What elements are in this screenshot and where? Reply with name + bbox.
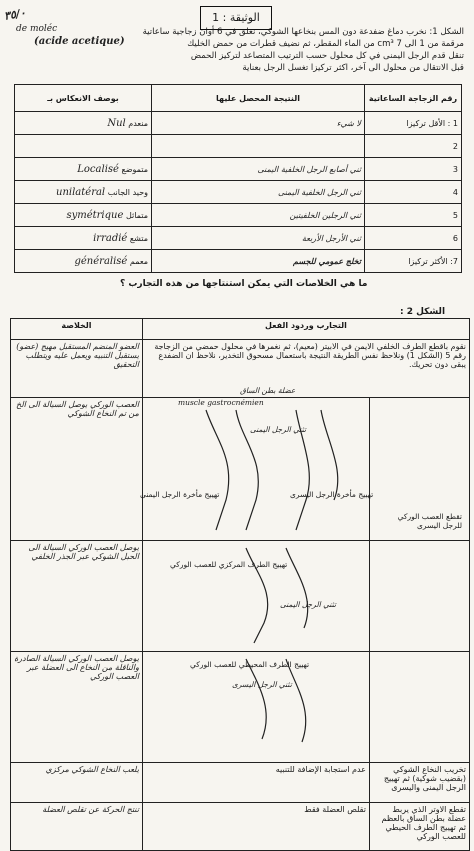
sketch-label-4: تثني الرجل اليسرى [232,680,292,689]
intro-line: مرقمة من 1 الى 7 cm³ من الماء المقطر، ثم نضيف قطرات من حمض الخليك [187,39,464,49]
cell-num: 5 [365,204,462,227]
margin-note: généralisé [74,255,128,267]
handwritten-annotation-2: de moléc [16,24,58,34]
sketch-caption-3: تهييج الطرف المركزي للعصب الوركي [170,560,288,569]
table-row [15,204,462,227]
col-header-flask: رقم الزجاجة الساعاتية [365,85,462,112]
row6-conclusion: تنتج الحركة عن تقلص العضلة [11,803,143,851]
intro-line: قبل الانتقال من محلول الى آخر، اكثر تركيزا تغسل الرجل بعناية [242,63,464,73]
row2-conclusion: العصب الوركي يوصل السيالة الى الخ من تم النخاع الشوكي [11,398,143,541]
margin-note: unilatéral [56,186,106,198]
intro-line: الشكل 1: نخرب دماغ ضفدعة دون المس بنخاعها الشوكي، نعلق في 6 أوان زجاجية ساعاتية [142,27,464,37]
table-row [15,112,462,135]
intro-text [60,26,464,74]
row6-result: تقلص العضلة فقط [142,803,369,851]
cell-num: 2 [365,135,462,158]
figure2-title: الشكل 2 : [400,307,446,317]
margin-note: irradié [93,232,128,244]
row4-right-note [369,652,469,763]
margin-note: symétrique [66,209,124,221]
row5-conclusion: يلعب النخاع الشوكي مركزي [11,763,143,803]
margin-note: Localisé [77,163,119,175]
row1-experiment: نقوم باقطع الطرف الخلفي الايمن في الابيتر (معيم)، ثم نغمرها في محلول حمضي من الزجاجة رقم 5 (الشكل 1) ونلاحظ نفس الطريقة النتيجة باستعمال مسحوق التخدير، نلاحظ ان الضفدع يبقى دون تحريك. [142,340,469,398]
table-row [11,803,470,851]
cell-result [152,135,365,158]
margin-note: Nul [107,117,126,129]
row5-result: عدم استجابة الإضافة للتنبيه [142,763,369,803]
cell-result: ثني الرجلين الخلفيتين [152,204,365,227]
cell-num: 6 [365,227,462,250]
cell-result: ثني أصابع الرجل الخلفية اليمنى [152,158,365,181]
row1-conclusion: العضو المنضم المستقبل مهيج (عضو) يستقبل التنبيه ويعمل عليه ويتطلب التحقيق [11,340,143,398]
sciatic-cut-label: تقطع العصب الوركي للرجل اليسرى [397,512,462,530]
results-table [14,84,462,273]
cell-desc: متماثل symétrique [15,204,152,227]
row6-experiment: تقطع الاوتر الذي يربط عضلة بطن الساق بالعظم ثم تهييج الطرف الحيطي للعصب الوركي [369,803,469,851]
row3-sketch-cell [142,541,369,652]
cell-desc: وحيد الجانب unilatéral [15,181,152,204]
col-header-result: النتيجة المحصل عليها [152,85,365,112]
table-row [11,763,470,803]
sketch-caption-2: تهييج مأخرة الرجل اليسرى [290,490,374,499]
frog-legs-sketch-1 [146,400,366,536]
cell-num: 4 [365,181,462,204]
sketch-label-muscle-ar: عضلة بطن الساق [240,386,296,395]
frog-legs-sketch-2 [146,543,366,647]
sketch-label-bend-right: تثني الرجل اليمنى [250,425,306,434]
cell-num: 3 [365,158,462,181]
cell-desc: منعدم Nul [15,112,152,135]
col-header-conclusion: الخلاصة [11,319,143,340]
table-row [11,541,470,652]
cell-num: 1 : الأقل تركيزا [365,112,462,135]
corner-tag: ٣٥/٠ [3,6,27,23]
sketch-caption-1: تهييج مأخرة الرجل اليمنى [140,490,220,499]
cell-result: لا شيء [152,112,365,135]
row3-conclusion: يوصل العصب الوركي السيالة الى الحبل الشوكي عبر الجذر الخلفي [11,541,143,652]
cell-desc [15,135,152,158]
cell-result: تخلج عمومي للجسم [152,250,365,273]
sketch-label-3: تثني الرجل اليمنى [280,600,336,609]
cell-result: ثني الرجل الخلفية اليمنى [152,181,365,204]
row4-conclusion: يوصل العصب الوركي السيالة الصادرة والناقلة من النخاع الى العضلة عبر العصب الوركي [11,652,143,763]
frog-legs-sketch-3 [146,654,366,758]
cell-desc: متشع irradié [15,227,152,250]
table-row [15,250,462,273]
table-header-row [15,85,462,112]
intro-line: تنقل قدم الرجل اليمنى في كل محلول حسب الترتيب المتصاعد لتركيز الحمض [190,51,464,61]
table-row [15,135,462,158]
cell-num: 7: الأكثر تركيزا [365,250,462,273]
sketch-label-muscle-fr: muscle gastrocnémien [178,398,264,407]
table-header-row [11,319,470,340]
document-title: الوثيقة : 1 [200,6,272,30]
table-row [15,158,462,181]
table-row [15,227,462,250]
col-header-experiments: التجارب وردود الفعل [142,319,469,340]
sketch-caption-4: تهييج الطرف المحيطي للعصب الوركي [190,660,310,669]
row2-sketch-cell [142,398,369,541]
handwritten-annotation: (acide acetique) [34,36,125,47]
table-row [15,181,462,204]
cell-desc: معمم généralisé [15,250,152,273]
row5-experiment: تخريب النخاع الشوكي (بقضيب شوكية) ثم تهييج الرجل اليمنى واليسرى [369,763,469,803]
cell-desc: متموضع Localisé [15,158,152,181]
question-text: ما هي الخلاصات التي يمكن استنتاجها من هذه التجارب ؟ [120,279,368,289]
row3-right-note [369,541,469,652]
col-header-desc: بوصف الانعكاس بـ [15,85,152,112]
cell-result: ثني الأرجل الأربعة [152,227,365,250]
